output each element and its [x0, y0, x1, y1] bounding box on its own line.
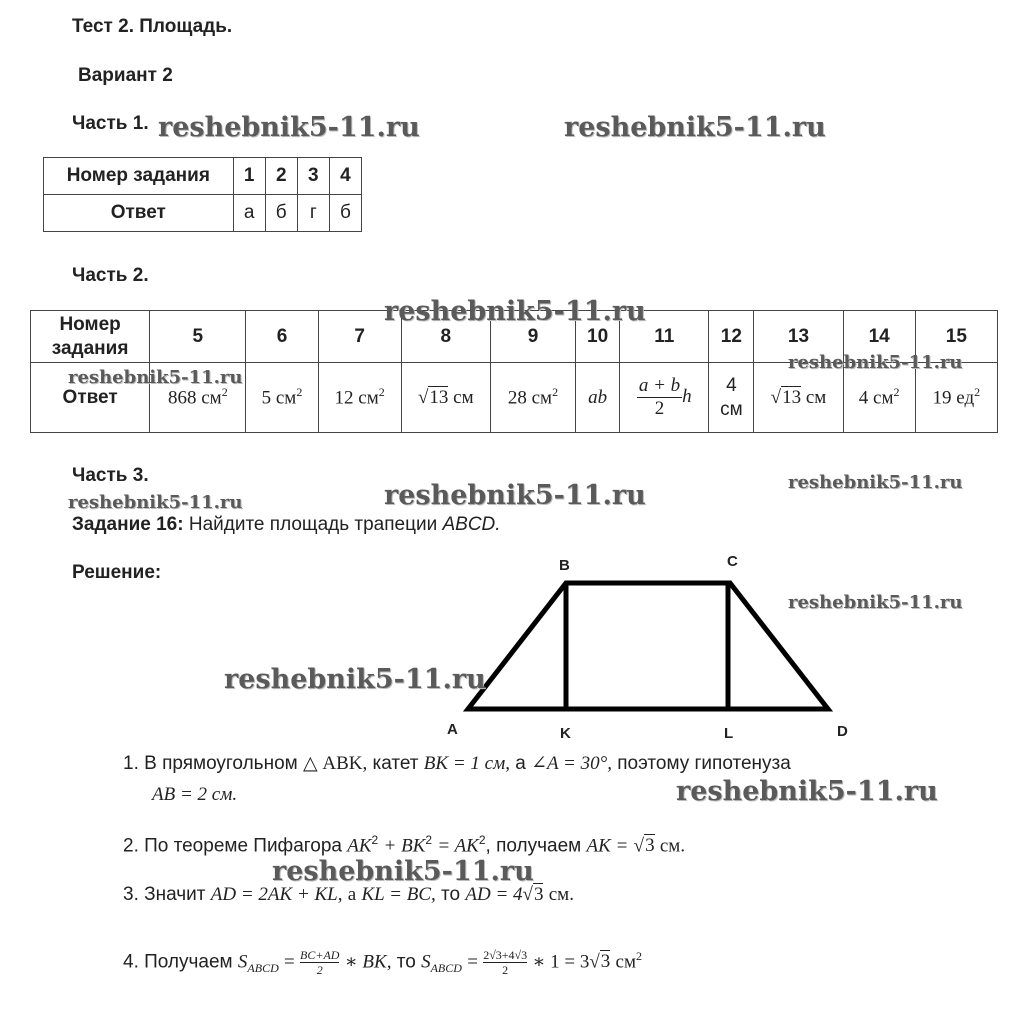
- table-header-task: Номер задания: [44, 158, 234, 195]
- task-number: 13: [754, 311, 843, 363]
- sqrt-sign-icon: √: [770, 386, 782, 408]
- watermark: reshebnik5-11.ru: [788, 472, 963, 493]
- denominator: 2: [316, 962, 323, 977]
- task-number: 12: [709, 311, 754, 363]
- task-number: 8: [401, 311, 490, 363]
- fraction: [637, 375, 682, 420]
- task-number: 9: [490, 311, 575, 363]
- step-math: ∗ BK,: [344, 951, 392, 973]
- exponent: 2: [371, 833, 379, 847]
- watermark: reshebnik5-11.ru: [68, 367, 243, 388]
- vertex-label-d: D: [837, 723, 848, 740]
- watermark: reshebnik5-11.ru: [158, 112, 420, 143]
- exponent: 2: [552, 385, 559, 400]
- denominator: 2: [654, 398, 665, 419]
- step-text: 2. По теореме Пифагора: [123, 835, 342, 857]
- step-text: , получаем: [485, 835, 582, 857]
- step-math: S: [237, 951, 248, 973]
- step-text: поэтому гипотенуза: [617, 753, 791, 774]
- answer-cell: ab: [576, 363, 620, 433]
- watermark: reshebnik5-11.ru: [564, 112, 826, 143]
- answer-cell: г: [297, 195, 329, 232]
- sqrt-sign-icon: √: [522, 884, 533, 905]
- answer-cell: [754, 363, 843, 433]
- sqrt-sign-icon: √: [417, 386, 429, 408]
- step-math: KL = BC,: [361, 884, 436, 905]
- answer-text: 19 ед: [932, 387, 975, 409]
- exponent: 2: [478, 833, 486, 847]
- table-header-task: [31, 311, 150, 363]
- watermark: reshebnik5-11.ru: [384, 480, 646, 511]
- answer-text: 4 см: [858, 387, 894, 409]
- exponent: 2: [974, 385, 981, 400]
- variable: h: [682, 385, 692, 407]
- step-text: а: [347, 884, 357, 905]
- part1-heading: Часть 1.: [72, 113, 149, 134]
- numerator: 2√3+4√3: [483, 947, 528, 962]
- solution-label: Решение:: [72, 562, 162, 583]
- answer-cell: [709, 363, 754, 433]
- header-line: Номер: [59, 313, 121, 335]
- unit: см: [805, 386, 827, 408]
- answer-cell: б: [329, 195, 361, 232]
- table-header-answer: Ответ: [44, 195, 234, 232]
- task-number: 11: [620, 311, 709, 363]
- part2-heading: Часть 2.: [72, 265, 149, 286]
- step-math: AK: [347, 835, 372, 857]
- sqrt-sign-icon: √: [589, 951, 600, 973]
- exponent: 2: [425, 833, 433, 847]
- step-math: + BK: [383, 835, 426, 857]
- step-text: а: [515, 753, 526, 774]
- step-text: 3. Значит: [123, 884, 206, 905]
- unit: см: [615, 951, 637, 973]
- step-text: то: [396, 951, 416, 973]
- task-number: 1: [233, 158, 265, 195]
- exponent: 2: [296, 385, 303, 400]
- header-line: задания: [51, 337, 129, 359]
- vertex-label-a: A: [447, 721, 458, 738]
- radicand: 13: [782, 386, 802, 408]
- subscript: ABCD: [247, 961, 279, 976]
- watermark: reshebnik5-11.ru: [272, 856, 534, 887]
- step-math: △ ABK,: [302, 753, 368, 774]
- task-number: 15: [915, 311, 997, 363]
- step-math: AD = 2AK + KL,: [210, 884, 343, 905]
- answer-text: 868 см: [167, 387, 222, 409]
- vertex-label-l: L: [724, 725, 734, 742]
- answer-cell: а: [233, 195, 265, 232]
- unit: см.: [659, 835, 686, 857]
- step-text: то: [441, 884, 461, 905]
- step-math: ∠A = 30°,: [531, 753, 612, 774]
- radicand: 3: [533, 884, 544, 905]
- solution-step-4: [123, 938, 642, 978]
- task-number: 6: [246, 311, 318, 363]
- answer-cell: [246, 363, 318, 433]
- fraction: [483, 948, 527, 977]
- fraction: [300, 948, 339, 977]
- unit: см: [453, 386, 474, 408]
- step-math: AK =: [586, 835, 629, 857]
- sqrt-sign-icon: √: [633, 835, 645, 857]
- trapezoid-diagram: [430, 548, 860, 748]
- exponent: 2: [378, 385, 385, 400]
- task-number: 14: [843, 311, 915, 363]
- exponent: 2: [636, 949, 643, 963]
- answer-text: 4: [726, 374, 737, 396]
- trapezoid-shape: [468, 583, 828, 709]
- task-number: 2: [265, 158, 297, 195]
- task-number: 7: [318, 311, 401, 363]
- solution-step-1: [123, 752, 791, 775]
- subscript: ABCD: [430, 961, 462, 976]
- answer-cell: [915, 363, 997, 433]
- task-number: 3: [297, 158, 329, 195]
- step-math: S: [421, 951, 431, 973]
- watermark: reshebnik5-11.ru: [788, 592, 963, 613]
- answer-text: 12 см: [334, 387, 379, 409]
- answer-text: 28 см: [507, 387, 553, 409]
- unit: см.: [548, 884, 574, 905]
- vertex-label-b: B: [559, 557, 570, 574]
- watermark: reshebnik5-11.ru: [788, 352, 963, 373]
- step-math: AD = 4: [465, 884, 523, 905]
- answer-cell: [490, 363, 575, 433]
- watermark: reshebnik5-11.ru: [68, 492, 243, 513]
- answer-text: 5 см: [261, 387, 297, 409]
- task-text: Найдите площадь трапеции: [188, 514, 438, 535]
- numerator: BC+AD: [300, 947, 340, 962]
- part1-table: [43, 157, 362, 232]
- vertex-label-c: C: [727, 553, 738, 570]
- answer-text: см: [720, 398, 743, 420]
- answer-cell: [401, 363, 490, 433]
- part3-heading: Часть 3.: [72, 465, 149, 486]
- task-number: 10: [576, 311, 620, 363]
- answer-cell: [620, 363, 709, 433]
- exponent: 2: [221, 385, 228, 400]
- radicand: 13: [429, 386, 449, 408]
- step-math: =: [467, 951, 478, 973]
- step-text: 1. В прямоугольном: [123, 753, 298, 774]
- radicand: 3: [645, 835, 655, 857]
- watermark: reshebnik5-11.ru: [676, 776, 938, 807]
- step-math: BK = 1 см,: [423, 753, 510, 774]
- task-number: 4: [329, 158, 361, 195]
- denominator: 2: [502, 962, 509, 977]
- exponent: 2: [893, 385, 900, 400]
- solution-step-3: [123, 884, 574, 906]
- watermark: reshebnik5-11.ru: [384, 296, 646, 327]
- radicand: 3: [600, 951, 611, 973]
- answer-cell: [318, 363, 401, 433]
- step-math: ∗ 1 = 3: [532, 951, 590, 973]
- step-math: = AK: [437, 835, 479, 857]
- step-math: =: [284, 951, 295, 973]
- vertex-label-k: K: [560, 725, 571, 742]
- task-label: Задание 16:: [72, 514, 184, 535]
- watermark: reshebnik5-11.ru: [224, 664, 486, 695]
- task-figure: ABCD.: [442, 514, 501, 535]
- answer-cell: [843, 363, 915, 433]
- variant-heading: Вариант 2: [78, 65, 173, 86]
- task-number: 5: [150, 311, 246, 363]
- numerator: a + b: [638, 375, 681, 396]
- solution-step-1-cont: AB = 2 см.: [152, 784, 238, 805]
- step-text: катет: [372, 753, 419, 774]
- task16-statement: [72, 514, 501, 536]
- table-header-answer: Ответ: [31, 363, 150, 433]
- solution-step-2: [123, 833, 685, 857]
- answer-cell: б: [265, 195, 297, 232]
- step-text: 4. Получаем: [123, 951, 233, 973]
- page-title: Тест 2. Площадь.: [72, 16, 233, 37]
